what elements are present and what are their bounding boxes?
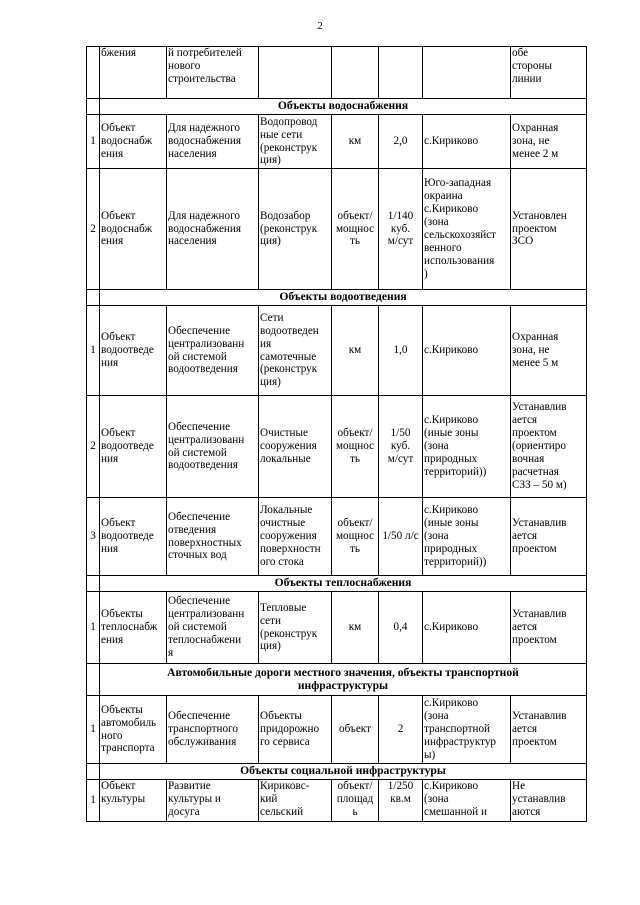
location-cell: с.Кириково (зона транспортной инфраструктур ы) (423, 696, 511, 764)
quantity-cell: 2 (379, 696, 423, 764)
location-cell: Юго-западная окраина с.Кириково (зона сельскохозяйст венного использования ) (423, 169, 511, 290)
location-cell (423, 47, 511, 99)
purpose-cell: Обеспечение централизованн ой системой водоотведения (167, 396, 259, 498)
object-name-cell: Локальные очистные сооружения поверхностн ого стока (259, 498, 332, 576)
quantity-cell: 1/140 куб. м/сут (379, 169, 423, 290)
object-name-cell: Водопровод ные сети (реконструк ция) (259, 115, 332, 169)
row-number-cell: 1 (87, 115, 100, 169)
object-name-cell: Тепловые сети (реконструк ция) (259, 592, 332, 664)
section-number-cell (87, 764, 100, 780)
purpose-cell: Для надежного водоснабжения населения (167, 169, 259, 290)
planned-objects-table (86, 46, 587, 822)
section-number-cell (87, 290, 100, 306)
unit-cell: объект/ мощнос ть (332, 169, 379, 290)
purpose-cell: й потребителей нового строительства (167, 47, 259, 99)
section-header-row (87, 764, 587, 780)
object-type-cell: Объект водоснабж ения (100, 115, 167, 169)
unit-cell: км (332, 115, 379, 169)
unit-cell: км (332, 306, 379, 396)
object-name-cell: Объекты придорожно го сервиса (259, 696, 332, 764)
purpose-cell: Обеспечение централизованн ой системой водоотведения (167, 306, 259, 396)
zone-characteristic-cell: обе стороны линии (511, 47, 587, 99)
location-cell: с.Кириково (423, 592, 511, 664)
table-row (87, 780, 587, 822)
section-header-row (87, 290, 587, 306)
table-row (87, 169, 587, 290)
row-number-cell: 1 (87, 592, 100, 664)
section-title: Объекты теплоснабжения (100, 576, 587, 592)
object-type-cell: Объект водоотведе ния (100, 396, 167, 498)
quantity-cell: 1/50 куб. м/сут (379, 396, 423, 498)
quantity-cell: 1,0 (379, 306, 423, 396)
object-name-cell: Очистные сооружения локальные (259, 396, 332, 498)
location-cell: с.Кириково (423, 115, 511, 169)
unit-cell: объект/ мощнос ть (332, 396, 379, 498)
unit-cell: объект (332, 696, 379, 764)
zone-characteristic-cell: Устанавлив ается проектом (511, 498, 587, 576)
zone-characteristic-cell: Не устанавлив аются (511, 780, 587, 822)
section-title: Объекты водоснабжения (100, 99, 587, 115)
object-type-cell: Объект водоотведе ния (100, 306, 167, 396)
zone-characteristic-cell: Устанавлив ается проектом (511, 696, 587, 764)
table-row (87, 306, 587, 396)
section-title: Автомобильные дороги местного значения, объекты транспортной инфраструктуры (100, 664, 587, 696)
zone-characteristic-cell: Охранная зона, не менее 5 м (511, 306, 587, 396)
quantity-cell: 2,0 (379, 115, 423, 169)
object-type-cell: Объект культуры (100, 780, 167, 822)
row-number-cell: 1 (87, 696, 100, 764)
object-name-cell: Сети водоотведен ия самотечные (реконструк ция) (259, 306, 332, 396)
purpose-cell: Обеспечение транспортного обслуживания (167, 696, 259, 764)
quantity-cell: 0,4 (379, 592, 423, 664)
table-row (87, 592, 587, 664)
row-number-cell: 1 (87, 780, 100, 822)
row-number-cell (87, 47, 100, 99)
location-cell: с.Кириково (зона смешанной и (423, 780, 511, 822)
quantity-cell: 1/250 кв.м (379, 780, 423, 822)
row-number-cell: 3 (87, 498, 100, 576)
section-header-row (87, 99, 587, 115)
purpose-cell: Развитие культуры и досуга (167, 780, 259, 822)
purpose-cell: Для надежного водоснабжения населения (167, 115, 259, 169)
quantity-cell (379, 47, 423, 99)
section-header-row (87, 664, 587, 696)
location-cell: с.Кириково (423, 306, 511, 396)
page-number: 2 (317, 20, 323, 32)
zone-characteristic-cell: Установлен проектом ЗСО (511, 169, 587, 290)
row-number-cell: 2 (87, 169, 100, 290)
section-number-cell (87, 99, 100, 115)
table-row (87, 696, 587, 764)
unit-cell: объект/ площад ь (332, 780, 379, 822)
object-type-cell: Объект водоотведе ния (100, 498, 167, 576)
row-number-cell: 1 (87, 306, 100, 396)
location-cell: с.Кириково (иные зоны (зона природных территорий)) (423, 498, 511, 576)
object-name-cell: Водозабор (реконструк ция) (259, 169, 332, 290)
object-type-cell: Объекты теплоснабж ения (100, 592, 167, 664)
purpose-cell: Обеспечение централизованн ой системой теплоснабжени я (167, 592, 259, 664)
object-name-cell (259, 47, 332, 99)
object-type-cell: Объект водоснабж ения (100, 169, 167, 290)
section-number-cell (87, 576, 100, 592)
zone-characteristic-cell: Устанавлив ается проектом (511, 592, 587, 664)
zone-characteristic-cell: Устанавлив ается проектом (ориентиро вочная расчетная СЗЗ – 50 м) (511, 396, 587, 498)
zone-characteristic-cell: Охранная зона, не менее 2 м (511, 115, 587, 169)
section-title: Объекты водоотведения (100, 290, 587, 306)
section-title: Объекты социальной инфраструктуры (100, 764, 587, 780)
table-row (87, 115, 587, 169)
unit-cell: км (332, 592, 379, 664)
section-header-row (87, 576, 587, 592)
row-number-cell: 2 (87, 396, 100, 498)
section-number-cell (87, 664, 100, 696)
table-row (87, 47, 587, 99)
unit-cell (332, 47, 379, 99)
location-cell: с.Кириково (иные зоны (зона природных территорий)) (423, 396, 511, 498)
table-row (87, 498, 587, 576)
purpose-cell: Обеспечение отведения поверхностных сточных вод (167, 498, 259, 576)
object-type-cell: Объекты автомобиль ного транспорта (100, 696, 167, 764)
object-type-cell: бжения (100, 47, 167, 99)
unit-cell: объект/ мощнос ть (332, 498, 379, 576)
quantity-cell: 1/50 л/с (379, 498, 423, 576)
object-name-cell: Кириковс- кий сельский (259, 780, 332, 822)
table-row (87, 396, 587, 498)
